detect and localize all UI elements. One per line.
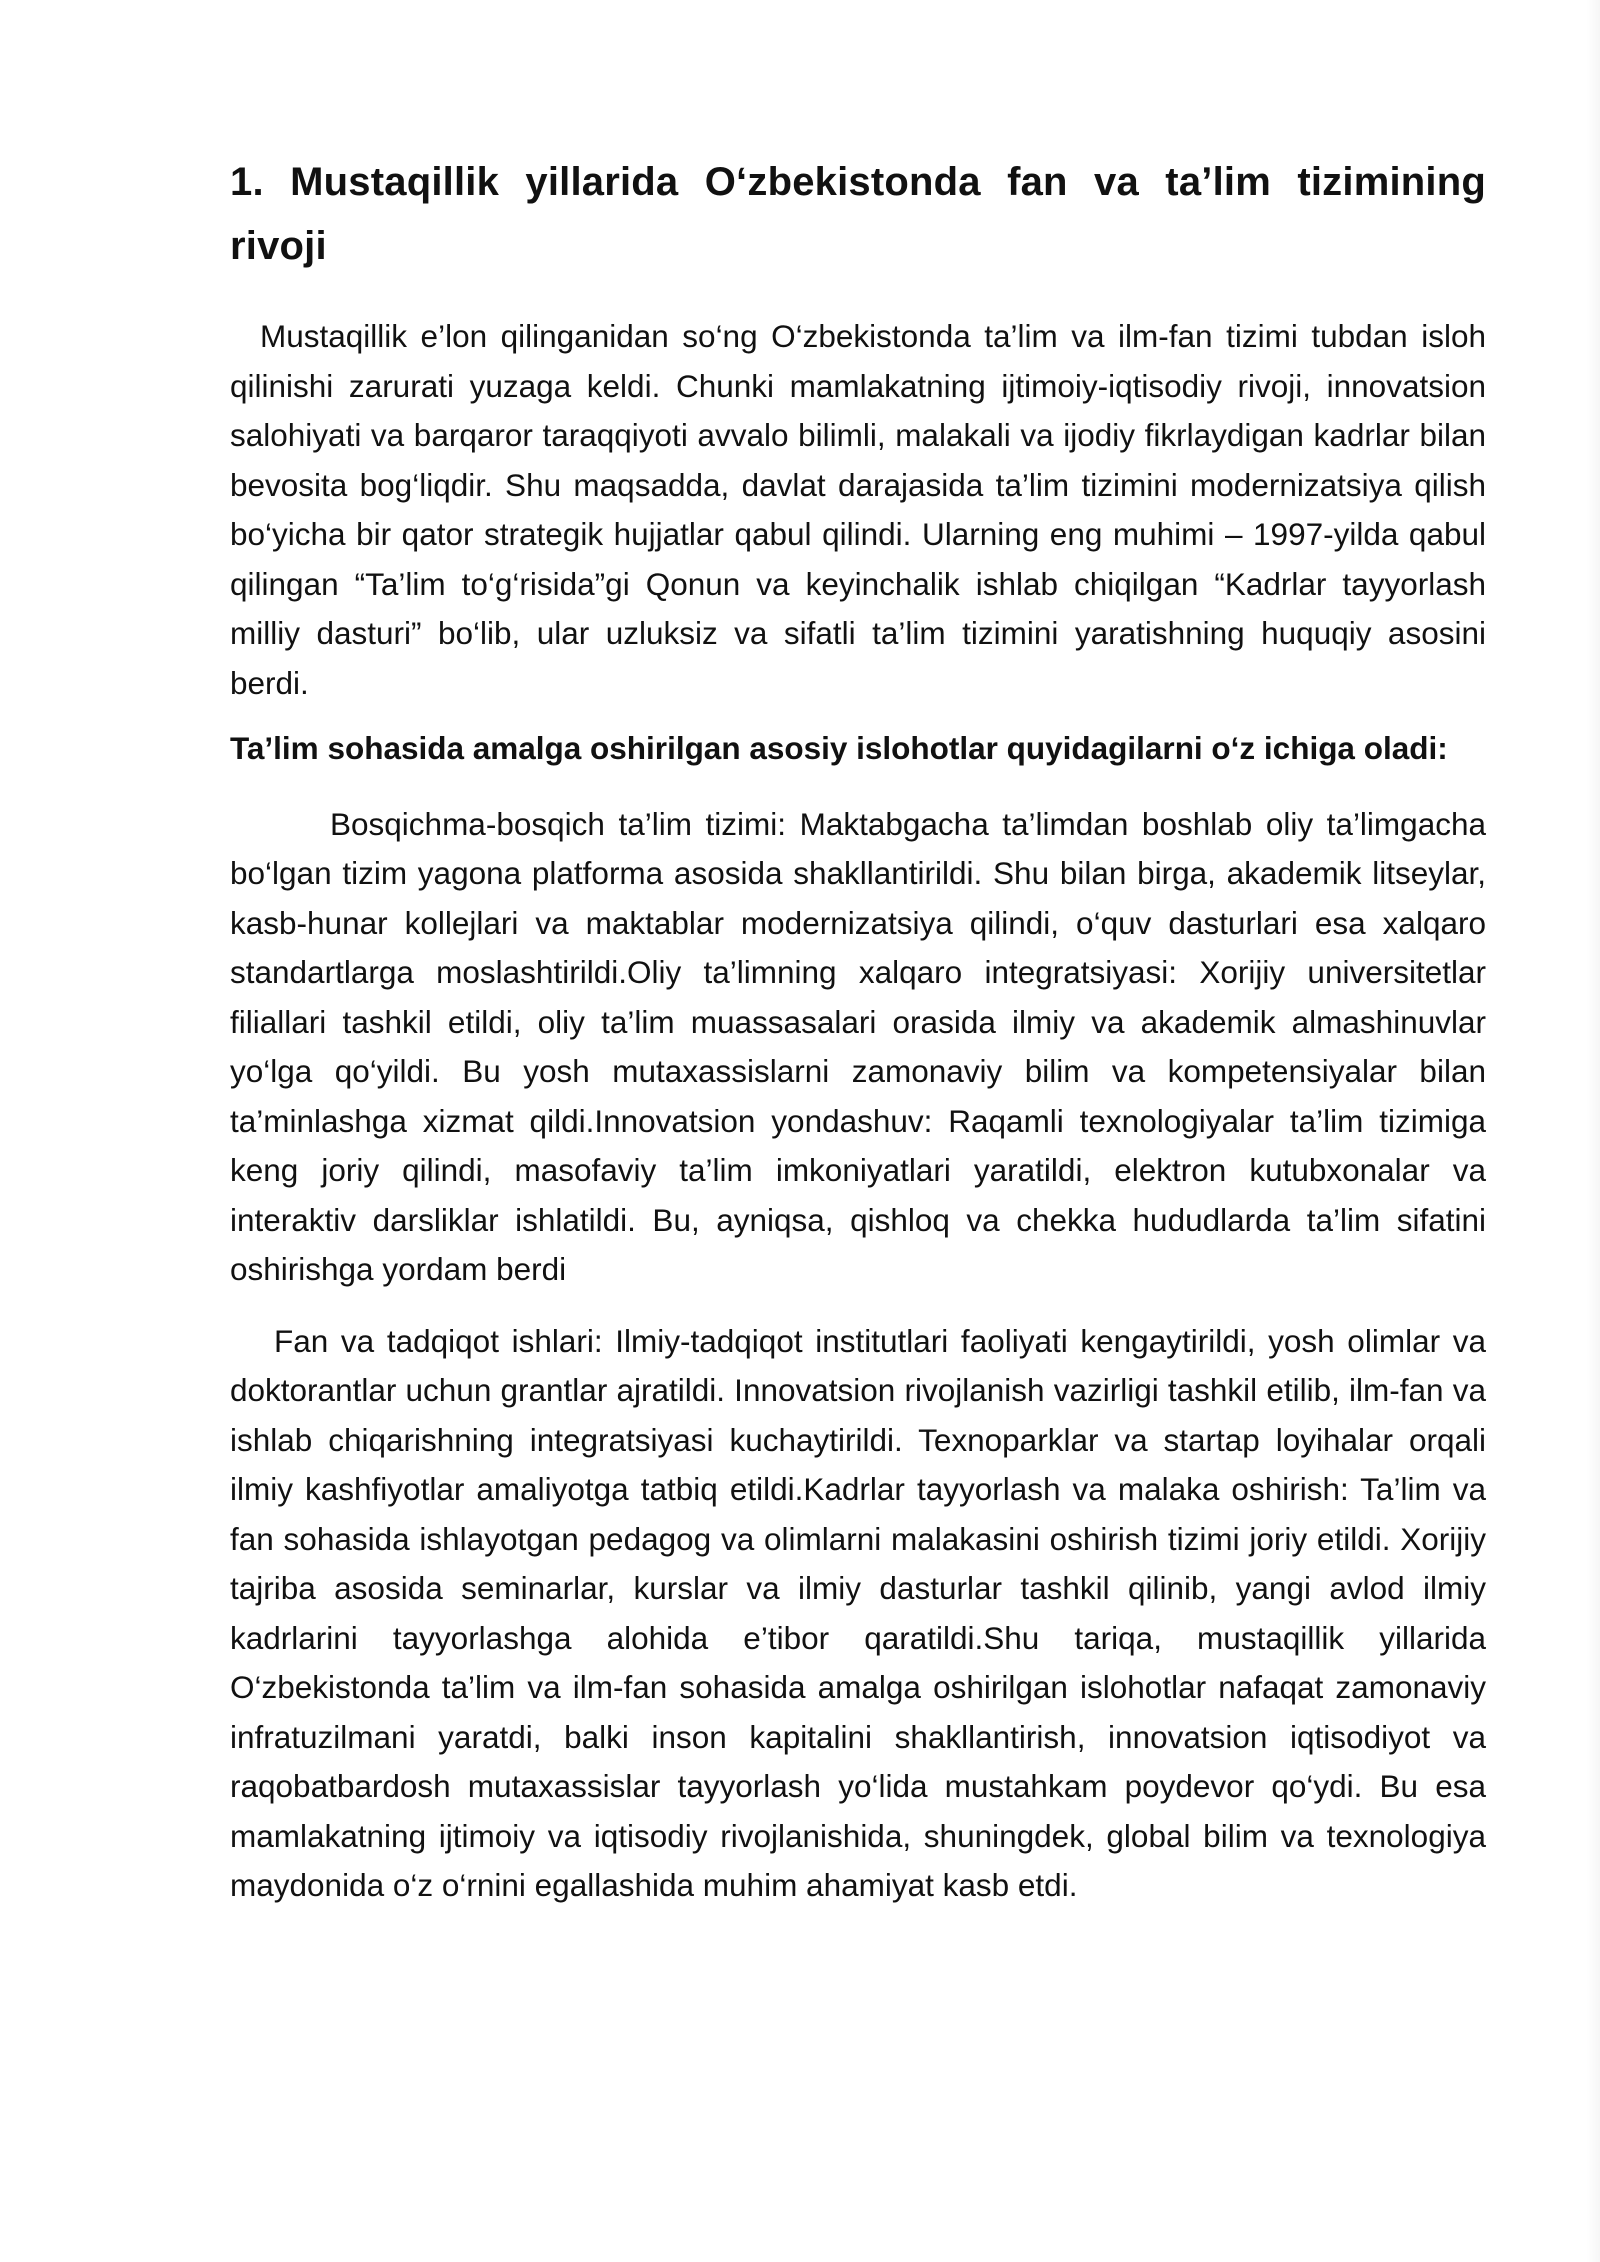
document-body: [230, 150, 1486, 1911]
science-reforms-paragraph: Fan va tadqiqot ishlari: Ilmiy-tadqiqot institutlari faoliyati kengaytirildi, yosh olimlar va doktorantlar uchun grantlar ajratildi. Innovatsion rivojlanish vazirligi tashkil etilib, ilm-fan va ishlab chiqarishning integratsiyasi kuchaytirildi. Texnoparklar va startap loyihalar orqali ilmiy kashfiyotlar amaliyotga tatbiq etildi.Kadrlar tayyorlash va malaka oshirish: Ta’lim va fan sohasida ishlayotgan pedagog va olimlarni malakasini oshirish tizimi joriy etildi. Xorijiy tajriba asosida seminarlar, kurslar va ilmiy dasturlar tashkil qilinib, yangi avlod ilmiy kadrlarini tayyorlashga alohida e’tibor qaratildi.Shu tariqa, mustaqillik yillarida O‘zbekistonda ta’lim va ilm-fan sohasida amalga oshirilgan islohotlar nafaqat zamonaviy infratuzilmani yaratdi, balki inson kapitalini shakllantirish, innovatsion iqtisodiyot va raqobatbardosh mutaxassislar tayyorlash yo‘lida mustahkam poydevor qo‘ydi. Bu esa mamlakatning ijtimoiy va iqtisodiy rivojlanishida, shuningdek, global bilim va texnologiya maydonida o‘z o‘rnini egallashida muhim ahamiyat kasb etdi.: [230, 1322, 1486, 1903]
intro-paragraph: Mustaqillik e’lon qilinganidan so‘ng O‘zbekistonda ta’lim va ilm-fan tizimi tubdan isloh qilinishi zarurati yuzaga keldi. Chunki mamlakatning ijtimoiy-iqtisodiy rivoji, innovatsion salohiyati va barqaror taraqqiyoti avvalo bilimli, malakali va ijodiy fikrlaydigan kadrlar bilan bevosita bog‘liqdir. Shu maqsadda, davlat darajasida ta’lim tizimini modernizatsiya qilish bo‘yicha bir qator strategik hujjatlar qabul qilindi. Ularning eng muhimi – 1997-yilda qabul qilingan “Ta’lim to‘g‘risida”gi Qonun va keyinchalik ishlab chiqilgan “Kadrlar tayyorlash milliy dasturi” bo‘lib, ular uzluksiz va sifatli ta’lim tizimini yaratishning huquqiy asosini berdi.: [230, 318, 1486, 701]
reforms-subheading: Ta’lim sohasida amalga oshirilgan asosiy islohotlar quyidagilarni o‘z ichiga oladi:: [230, 730, 1448, 766]
education-reforms-paragraph: Bosqichma-bosqich ta’lim tizimi: Maktabgacha ta’limdan boshlab oliy ta’limgacha bo‘lgan tizim yagona platforma asosida shakllantirildi. Shu bilan birga, akademik litseylar, kasb-hunar kollejlari va maktablar modernizatsiya qilindi, o‘quv dasturlari esa xalqaro standartlarga moslashtirildi.Oliy ta’limning xalqaro integratsiyasi: Xorijiy universitetlar filiallari tashkil etildi, oliy ta’lim muassasalari orasida ilmiy va akademik almashinuvlar yo‘lga qo‘yildi. Bu yosh mutaxassislarni zamonaviy bilim va kompetensiyalar bilan ta’minlashga xizmat qildi.Innovatsion yondashuv: Raqamli texnologiyalar ta’lim tizimiga keng joriy qilindi, masofaviy ta’lim imkoniyatlari yaratildi, elektron kutubxonalar va interaktiv darsliklar ishlatildi. Bu, ayniqsa, qishloq va chekka hududlarda ta’lim sifatini oshirishga yordam berdi: [230, 805, 1486, 1287]
page-edge-shadow: [1586, 0, 1600, 2262]
section-heading: 1. Mustaqillik yillarida O‘zbekistonda fan va ta’lim tizimining rivoji: [230, 160, 1486, 268]
